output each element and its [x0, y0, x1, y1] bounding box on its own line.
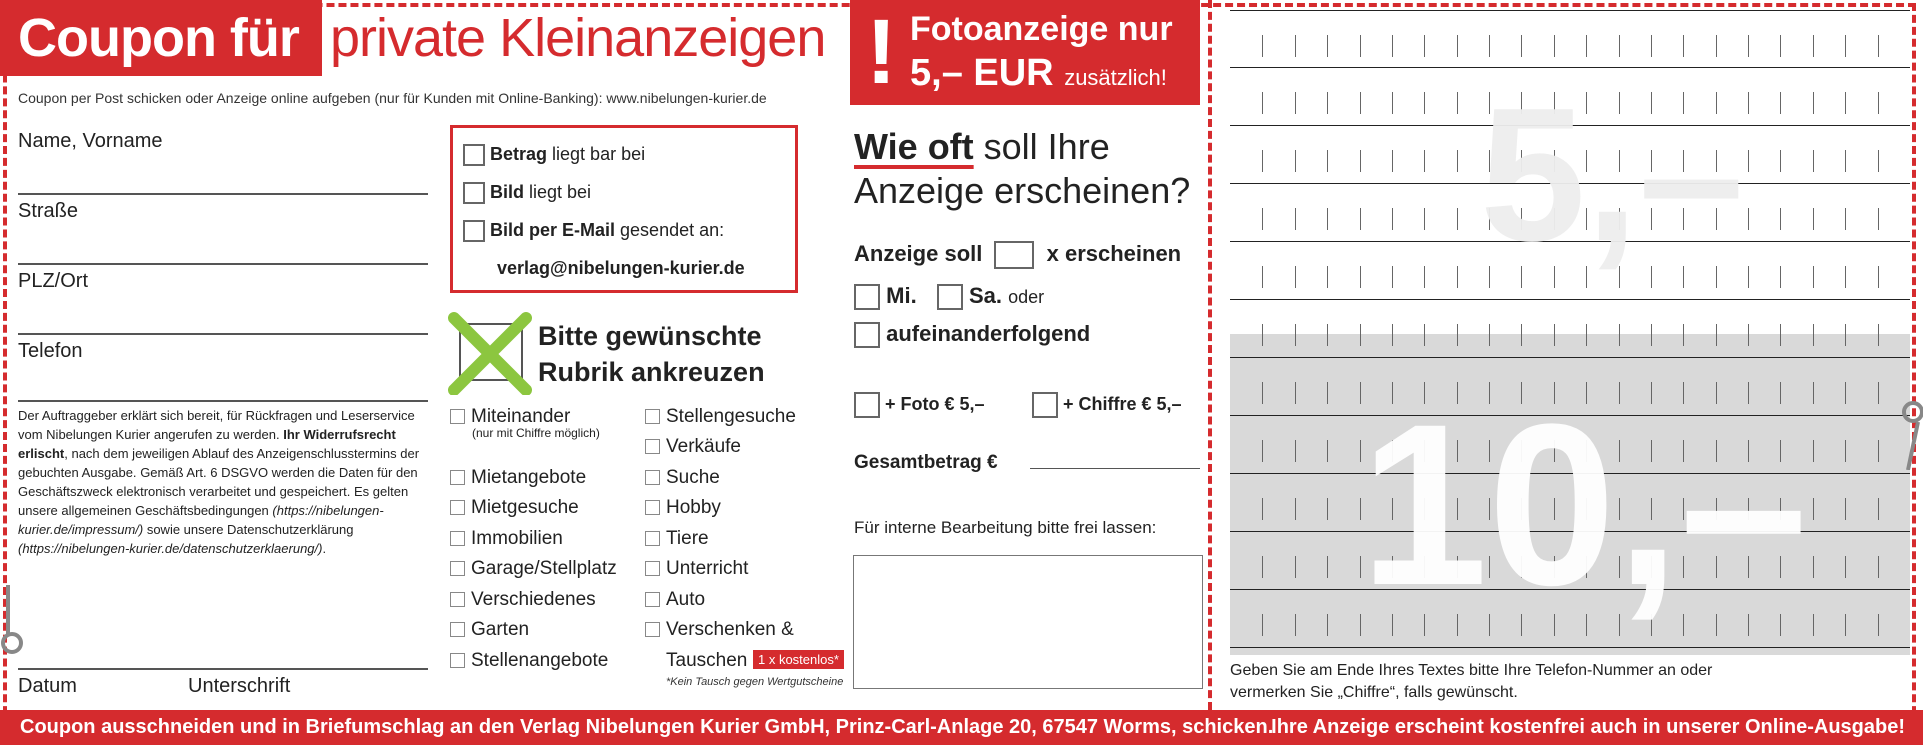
- grid-tick: [1295, 614, 1296, 636]
- grid-tick: [1845, 266, 1846, 288]
- grid-tick: [1878, 150, 1879, 172]
- grid-tick: [1295, 440, 1296, 462]
- grid-tick: [1295, 324, 1296, 346]
- grid-tick: [1360, 35, 1361, 57]
- checkbox[interactable]: [450, 470, 465, 485]
- grid-tick: [1360, 266, 1361, 288]
- city-field[interactable]: [18, 333, 428, 335]
- grid-tick: [1813, 150, 1814, 172]
- checkbox[interactable]: [463, 144, 485, 166]
- payment-email-option[interactable]: Bild per E-Mail gesendet an:: [463, 220, 724, 242]
- grid-tick: [1845, 324, 1846, 346]
- grid-tick: [1521, 35, 1522, 57]
- checkbox[interactable]: [450, 653, 465, 668]
- grid-tick: [1748, 266, 1749, 288]
- grid-tick: [1424, 92, 1425, 114]
- grid-tick: [1457, 266, 1458, 288]
- rubrik-miteinander[interactable]: Miteinander (nur mit Chiffre möglich): [450, 406, 600, 440]
- grid-tick: [1716, 35, 1717, 57]
- grid-tick: [1327, 92, 1328, 114]
- frequency-count-input[interactable]: [994, 241, 1034, 269]
- legal-text: Der Auftraggeber erklärt sich bereit, für Rückfragen und Leserservice vom Nibelungen Kurier angerufen zu werden. Ihr Widerrufsrecht erlischt, nach dem jeweiligen Ablauf des Anzeigenschlusstermins der gebuchten Ausgabe. Gemäß Art. 6 DSGVO werden die Daten für den Geschäftszweck elektronisch verarbeitet und gespeichert. Es gelten unsere allgemeinen Geschäftsbedingungen (https://nibelungen-kurier.de/impressum/) sowie unsere Datenschutzerklärung (https://nibelungen-kurier.de/datenschutzerklaerung/).: [18, 408, 420, 556]
- grid-tick: [1813, 440, 1814, 462]
- grid-tick: [1327, 208, 1328, 230]
- payment-cash-option[interactable]: Betrag liegt bar bei: [463, 144, 645, 166]
- free-badge: 1 x kostenlos*: [753, 650, 844, 669]
- grid-tick: [1262, 498, 1263, 520]
- grid-tick: [1878, 440, 1879, 462]
- grid-tick: [1295, 382, 1296, 404]
- grid-tick: [1683, 35, 1684, 57]
- name-field[interactable]: [18, 193, 428, 195]
- day-options: Mi. Sa. oder: [854, 283, 1044, 310]
- grid-tick: [1813, 208, 1814, 230]
- grid-tick: [1878, 382, 1879, 404]
- text-grid[interactable]: [1230, 10, 1910, 655]
- grid-tick: [1392, 266, 1393, 288]
- grid-tick: [1327, 556, 1328, 578]
- rubrik-mietangebote[interactable]: Mietangebote: [450, 467, 586, 489]
- grid-tick: [1845, 35, 1846, 57]
- consecutive-option[interactable]: aufeinanderfolgend: [854, 321, 1090, 348]
- rubrik-hobby[interactable]: Hobby: [645, 497, 721, 519]
- footer-bar: [0, 710, 1923, 745]
- grid-tick: [1424, 35, 1425, 57]
- name-label: Name, Vorname: [18, 130, 163, 152]
- grid-tick: [1457, 150, 1458, 172]
- grid-tick: [1457, 324, 1458, 346]
- grid-tick: [1262, 614, 1263, 636]
- grid-tick: [1845, 556, 1846, 578]
- grid-tick: [1295, 208, 1296, 230]
- date-label: Datum: [18, 675, 77, 697]
- checkbox[interactable]: [450, 500, 465, 515]
- grid-tick: [1845, 92, 1846, 114]
- grid-tick: [1327, 382, 1328, 404]
- grid-tick: [1780, 266, 1781, 288]
- checkbox[interactable]: [645, 531, 660, 546]
- grid-tick: [1327, 614, 1328, 636]
- grid-tick: [1554, 35, 1555, 57]
- grid-tick: [1845, 614, 1846, 636]
- grid-tick: [1295, 498, 1296, 520]
- street-field[interactable]: [18, 263, 428, 265]
- checkbox[interactable]: [645, 622, 660, 637]
- price-lower: 10,–: [1360, 376, 1808, 633]
- checkbox[interactable]: [645, 470, 660, 485]
- checkbox-sa[interactable]: [937, 284, 963, 310]
- grid-tick: [1392, 35, 1393, 57]
- grid-tick: [1457, 208, 1458, 230]
- rubrik-immobilien[interactable]: Immobilien: [450, 528, 563, 550]
- rubrik-auto[interactable]: Auto: [645, 589, 705, 611]
- grid-tick: [1878, 614, 1879, 636]
- foto-offer-line2: 5,– EUR zusätzlich!: [910, 52, 1167, 94]
- rubrik-verkaeufe[interactable]: Verkäufe: [645, 436, 741, 458]
- grid-tick: [1295, 150, 1296, 172]
- grid-tick: [1295, 266, 1296, 288]
- scissors-icon: [0, 585, 30, 655]
- footer-left: Coupon ausschneiden und in Briefumschlag an den Verlag Nibelungen Kurier GmbH, Prinz-Carl-Anlage 20, 67547 Worms, schicken.: [20, 716, 1274, 738]
- grid-tick: [1683, 324, 1684, 346]
- footer-right: Ihre Anzeige erscheint kostenfrei auch in unserer Online-Ausgabe!: [1271, 716, 1905, 738]
- grid-tick: [1554, 324, 1555, 346]
- grid-tick: [1878, 498, 1879, 520]
- grid-tick: [1748, 35, 1749, 57]
- grid-tick: [1845, 382, 1846, 404]
- grid-tick: [1327, 150, 1328, 172]
- rubrik-garten[interactable]: Garten: [450, 619, 529, 641]
- phone-label: Telefon: [18, 340, 83, 362]
- internal-label: Für interne Bearbeitung bitte frei lassen:: [854, 518, 1157, 537]
- grid-row[interactable]: [1230, 300, 1910, 358]
- signature-line[interactable]: [18, 668, 428, 670]
- grid-tick: [1813, 92, 1814, 114]
- street-label: Straße: [18, 200, 79, 222]
- grid-tick: [1327, 498, 1328, 520]
- grid-tick: [1813, 498, 1814, 520]
- grid-tick: [1295, 556, 1296, 578]
- checkbox[interactable]: [450, 561, 465, 576]
- checkbox[interactable]: [1032, 392, 1058, 418]
- grid-tick: [1813, 324, 1814, 346]
- grid-tick: [1748, 324, 1749, 346]
- checkbox[interactable]: [450, 531, 465, 546]
- grid-tick: [1392, 208, 1393, 230]
- total-label: Gesamtbetrag €: [854, 452, 998, 473]
- grid-tick: [1716, 324, 1717, 346]
- grid-tick: [1845, 208, 1846, 230]
- signature-label: Unterschrift: [188, 675, 291, 697]
- grid-tick: [1878, 92, 1879, 114]
- title-light: private Kleinanzeigen: [330, 8, 826, 68]
- grid-tick: [1360, 324, 1361, 346]
- grid-tick: [1619, 324, 1620, 346]
- grid-tick: [1780, 35, 1781, 57]
- footnote: *Kein Tausch gegen Wertgutscheine: [666, 676, 844, 688]
- checkbox[interactable]: [463, 182, 485, 204]
- grid-tick: [1878, 266, 1879, 288]
- grid-tick: [1457, 92, 1458, 114]
- rubrik-stellenangebote[interactable]: Stellenangebote: [450, 650, 608, 672]
- checkbox[interactable]: [854, 392, 880, 418]
- scissors-icon: [1898, 400, 1923, 470]
- grid-tick: [1651, 35, 1652, 57]
- checkbox[interactable]: [854, 322, 880, 348]
- grid-tick: [1262, 208, 1263, 230]
- grid-tick: [1878, 556, 1879, 578]
- checkbox[interactable]: [450, 409, 465, 424]
- grid-tick: [1489, 35, 1490, 57]
- cross-icon: [448, 310, 533, 395]
- chiffre-option[interactable]: + Chiffre € 5,–: [1032, 392, 1182, 418]
- foto-offer-banner: [850, 0, 1200, 105]
- total-field[interactable]: [1030, 468, 1200, 469]
- rubrik-suche[interactable]: Suche: [645, 467, 720, 489]
- checkbox[interactable]: [463, 220, 485, 242]
- phone-field[interactable]: [18, 400, 428, 402]
- grid-tick: [1295, 92, 1296, 114]
- city-label: PLZ/Ort: [18, 270, 89, 292]
- title-strong: Coupon für: [0, 0, 322, 76]
- grid-tick: [1424, 208, 1425, 230]
- rubrik-tauschen-label: Tauschen: [666, 650, 748, 671]
- grid-tick: [1780, 150, 1781, 172]
- grid-tick: [1392, 324, 1393, 346]
- rubrik-verschiedenes[interactable]: Verschiedenes: [450, 589, 596, 611]
- grid-tick: [1295, 35, 1296, 57]
- grid-tick: [1651, 324, 1652, 346]
- grid-tick: [1521, 324, 1522, 346]
- grid-tick: [1424, 150, 1425, 172]
- checkbox[interactable]: [645, 561, 660, 576]
- grid-tick: [1813, 614, 1814, 636]
- grid-tick: [1619, 35, 1620, 57]
- rubrik-garage[interactable]: Garage/Stellplatz: [450, 558, 617, 580]
- grid-tick: [1360, 150, 1361, 172]
- grid-tick: [1748, 92, 1749, 114]
- grid-tick: [1262, 382, 1263, 404]
- grid-tick: [1327, 266, 1328, 288]
- grid-tick: [1813, 35, 1814, 57]
- grid-tick: [1813, 556, 1814, 578]
- cutout-divider: [1208, 0, 1212, 710]
- rubrik-tiere[interactable]: Tiere: [645, 528, 709, 550]
- frequency-count-row: Anzeige soll x erscheinen: [854, 241, 1181, 269]
- grid-tick: [1327, 35, 1328, 57]
- rubrik-verschenken[interactable]: Verschenken &: [645, 619, 794, 641]
- payment-box: [450, 125, 798, 293]
- grid-tick: [1424, 324, 1425, 346]
- grid-tick: [1878, 208, 1879, 230]
- grid-note: Geben Sie am Ende Ihres Textes bitte Ihre Telefon-Nummer an oder vermerken Sie „Chiffre“, falls gewünscht.: [1230, 662, 1713, 701]
- grid-tick: [1457, 35, 1458, 57]
- grid-tick: [1327, 324, 1328, 346]
- grid-tick: [1392, 92, 1393, 114]
- grid-tick: [1262, 324, 1263, 346]
- grid-tick: [1262, 266, 1263, 288]
- grid-tick: [1845, 440, 1846, 462]
- frequency-heading: Wie oft soll Ihre Anzeige erscheinen?: [854, 126, 1191, 211]
- email-address: verlag@nibelungen-kurier.de: [497, 258, 745, 278]
- grid-tick: [1845, 150, 1846, 172]
- grid-tick: [1748, 150, 1749, 172]
- grid-tick: [1360, 208, 1361, 230]
- grid-tick: [1813, 266, 1814, 288]
- grid-tick: [1780, 324, 1781, 346]
- grid-tick: [1262, 92, 1263, 114]
- grid-tick: [1845, 498, 1846, 520]
- grid-tick: [1424, 266, 1425, 288]
- grid-tick: [1813, 382, 1814, 404]
- checkbox[interactable]: [450, 622, 465, 637]
- grid-tick: [1327, 440, 1328, 462]
- rubrik-title: Bitte gewünschte Rubrik ankreuzen: [538, 321, 765, 387]
- checkbox[interactable]: [645, 409, 660, 424]
- checkbox-mi[interactable]: [854, 284, 880, 310]
- grid-tick: [1878, 35, 1879, 57]
- grid-tick: [1748, 208, 1749, 230]
- grid-tick: [1586, 324, 1587, 346]
- payment-photo-option[interactable]: Bild liegt bei: [463, 182, 591, 204]
- checkbox[interactable]: [645, 500, 660, 515]
- grid-tick: [1489, 324, 1490, 346]
- internal-box: [853, 555, 1203, 689]
- grid-tick: [1780, 92, 1781, 114]
- checkbox[interactable]: [450, 592, 465, 607]
- foto-option[interactable]: + Foto € 5,–: [854, 392, 985, 418]
- checkbox[interactable]: [645, 439, 660, 454]
- grid-tick: [1586, 35, 1587, 57]
- exclamation-icon: !: [866, 1, 897, 103]
- subtitle: Coupon per Post schicken oder Anzeige online aufgeben (nur für Kunden mit Online-Banking): www.nibelungen-kurier.de: [18, 90, 767, 106]
- grid-tick: [1780, 208, 1781, 230]
- checkbox[interactable]: [645, 592, 660, 607]
- grid-tick: [1360, 92, 1361, 114]
- price-upper: 5,–: [1480, 69, 1745, 281]
- foto-offer-line1: Fotoanzeige nur: [910, 10, 1173, 48]
- grid-row[interactable]: [1230, 10, 1910, 68]
- grid-tick: [1262, 150, 1263, 172]
- grid-tick: [1262, 556, 1263, 578]
- grid-tick: [1878, 324, 1879, 346]
- grid-tick: [1262, 440, 1263, 462]
- grid-tick: [1262, 35, 1263, 57]
- grid-tick: [1392, 150, 1393, 172]
- rubrik-stellengesuche[interactable]: Stellengesuche: [645, 406, 796, 428]
- rubrik-unterricht[interactable]: Unterricht: [645, 558, 748, 580]
- rubrik-mietgesuche[interactable]: Mietgesuche: [450, 497, 579, 519]
